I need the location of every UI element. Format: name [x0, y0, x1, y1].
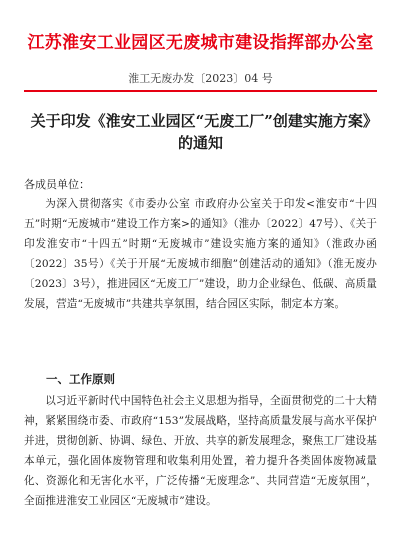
red-divider-line: [24, 90, 377, 92]
issuing-org-header: 江苏淮安工业园区无废城市建设指挥部办公室: [27, 33, 374, 53]
body-paragraph-intro: 为深入贯彻落实《市委办公室 市政府办公室关于印发<淮安市“十四五”时期“无废城市”建设工作方案>的通知》（淮办〔2022〕47号）、《关于印发淮安市“十四五”时期“无废城市”建设实施方案的通知》（淮政办函〔2022〕35号）《关于开展“无废城市细胞”创建活动的通知》（淮无废办〔2023〕3号），推进园区“无废工厂”建设，助力企业绿色、低碳、高质量发展，营造“无废城市”共建共享氛围，结合园区实际，制定本方案。: [24, 198, 377, 310]
section-heading-principles: 一、工作原则: [46, 372, 115, 386]
document-number: 淮工无废办发〔2023〕04 号: [128, 72, 273, 85]
salutation: 各成员单位：: [24, 178, 90, 191]
document-title: 关于印发《淮安工业园区“无废工厂”创建实施方案》的通知: [30, 112, 371, 152]
body-paragraph-principles: 以习近平新时代中国特色社会主义思想为指导，全面贯彻党的二十大精神，紧紧围绕市委、市政府“153”发展战略，坚持高质量发展与高水平保护并进，贯彻创新、协调、绿色、开放、共享的新发展理念，聚焦工厂建设基本单元，强化固体废物管理和收集利用处置，着力提升各类固体废物减量化、资源化和无害化水平，广泛传播“无废理念”、共同营造“无废氛围”，全面推进淮安工业园区“无废城市”建设。: [24, 395, 377, 507]
